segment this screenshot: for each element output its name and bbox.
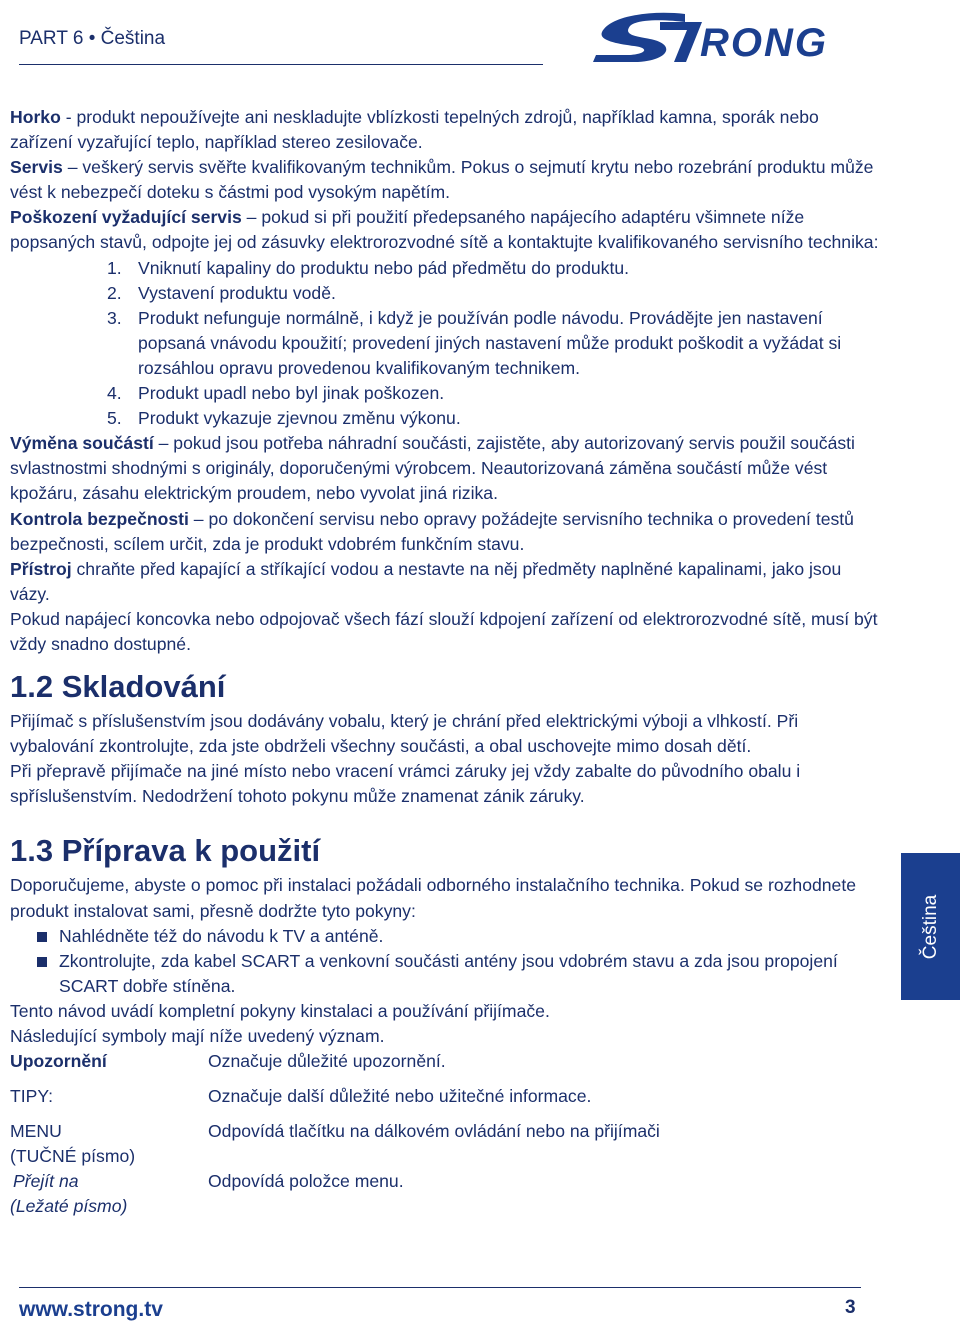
svg-text:RONG: RONG [700,21,828,64]
text-device: chraňte před kapající a stříkající vodou a nestavte na něj předměty naplněné kapalinami, jako jsou vázy. [10,558,842,604]
symbol-term-note: (TUČNÉ písmo) [10,1146,136,1167]
list-number: 5. [107,408,122,429]
symbol-row [10,1084,880,1119]
symbols-table [10,1049,880,1219]
list-item [10,306,880,381]
symbol-term: TIPY: [10,1086,54,1107]
symbol-desc: Odpovídá tlačítku na dálkovém ovládání nebo na přijímači [208,1121,660,1142]
list-text: Produkt nefunguje normálně, i když je používán podle návodu. Provádějte jen nastavení popsaná vnávodu kpoužití; provedení jiných nastavení může produkt poškodit a vyžádat si rozsáhlou opravu provedenou kvalifikovaným technikem. [138,307,842,378]
bullet-text: Zkontrolujte, zda kabel SCART a venkovní součásti antény jsou vdobrém stavu a zda jsou propojení SCART dobře stíněna. [59,950,838,996]
page-number: 3 [845,1297,856,1318]
list-item [10,381,880,406]
footer-divider [19,1287,861,1288]
text-parts: – pokud jsou potřeba náhradní součásti, zajistěte, aby autorizovaný servis použil součásti svlastnostmi shodnými s originály, doporučenými výrobcem. Neautorizovaná záměna součástí může vést kpožáru, zásahu elektrickým proudem, nebo vyvolat jiná rizika. [10,433,855,504]
list-text: Vystavení produktu vodě. [138,282,336,303]
symbol-term-note: (Ležaté písmo) [10,1196,128,1217]
section-heading-storage: 1.2 Skladování [10,669,226,705]
storage-paragraph: Přijímač s příslušenstvím jsou dodávány vobalu, který je chrání před elektrickými výboji a vlhkostí. Při vybalování zkontrolujte, zda jste obdrželi všechny součásti, a obal uschovejte mimo dosah dětí. [10,711,799,757]
symbol-row [10,1049,880,1084]
bullet-text: Nahlédněte též do návodu k TV a anténě. [59,925,384,946]
preparation-symbols-intro: Následující symboly mají níže uvedený význam. [10,1026,385,1046]
list-number: 3. [107,307,122,328]
term-damage: Poškození vyžadující servis [10,207,242,228]
term-service: Servis [10,157,63,178]
safety-service [10,155,880,205]
strong-logo [590,8,865,64]
side-tab-label: Čeština [919,894,941,959]
bullet-item [10,924,880,949]
text-heat: - produkt nepoužívejte ani neskladujte vblízkosti tepelných zdrojů, například kamna, sporák nebo zařízení vyzařující teplo, například stereo zesilovače. [10,107,819,153]
safety-damage [10,205,880,255]
list-number: 1. [107,257,122,278]
symbol-term [10,1169,208,1219]
list-number: 2. [107,282,122,303]
symbol-term-main: MENU [10,1121,62,1142]
symbol-desc: Odpovídá položce menu. [208,1171,404,1192]
list-item [10,406,880,431]
term-check: Kontrola bezpečnosti [10,508,189,529]
text-check: – po dokončení servisu nebo opravy požádejte servisního technika o provedení testů bezpečnosti, scílem určit, zda je produkt vdobrém funkčním stavu. [10,508,854,554]
safety-power: Pokud napájecí koncovka nebo odpojovač všech fází slouží kdpojení zařízení od elektrorozvodné sítě, musí být vždy snadno dostupné. [10,608,878,654]
page-content [10,105,880,1219]
symbol-desc: Označuje důležité upozornění. [208,1051,446,1072]
term-parts: Výměna součástí [10,433,154,454]
safety-heat [10,105,880,155]
symbol-term: Upozornění [10,1051,107,1072]
symbol-row [10,1119,880,1169]
safety-device [10,557,880,607]
header-part-label: PART 6 • Čeština [19,28,166,49]
text-service: – veškerý servis svěřte kvalifikovaným technikům. Pokus o sejmutí krytu nebo rozebrání produktu může vést k nebezpečí doteku s částmi pod vysokým napětím. [10,157,874,203]
language-side-tab [901,853,960,1000]
square-bullet-icon [37,957,47,967]
symbol-term-main: Přejít na [13,1171,79,1192]
text-damage: – pokud si při použití předepsaného napájecího adaptéru všimnete níže popsaných stavů, odpojte jej od zásuvky elektrorozvodné sítě a kontaktujte kvalifikovaného servisního technika: [10,207,879,253]
storage-paragraph: Při přepravě přijímače na jiné místo nebo vracení vrámci záruky jej vždy zabalte do původního obalu i spříslušenstvím. Nedodržení tohoto pokynu může znamenat zánik záruky. [10,761,801,807]
preparation-bullets [10,924,880,999]
footer-website-link[interactable]: www.strong.tv [19,1298,163,1321]
symbol-row [10,1169,880,1219]
safety-check [10,507,880,557]
list-number: 4. [107,383,122,404]
list-text: Vniknutí kapaliny do produktu nebo pád předmětu do produktu. [138,257,630,278]
bullet-item [10,949,880,999]
preparation-intro: Doporučujeme, abyste o pomoc při instalaci požádali odborného instalačního technika. Pokud se rozhodnete produkt instalovat sami, přesně dodržte tyto pokyny: [10,875,857,921]
list-text: Produkt upadl nebo byl jinak poškozen. [138,383,445,404]
header-divider [19,64,543,65]
preparation-complete: Tento návod uvádí kompletní pokyny kinstalaci a používání přijímače. [10,1000,550,1021]
symbol-term [10,1119,208,1169]
list-text: Produkt vykazuje zjevnou změnu výkonu. [138,408,461,429]
term-heat: Horko [10,107,61,127]
list-item [10,256,880,281]
list-item [10,281,880,306]
safety-parts [10,431,880,506]
section-heading-preparation: 1.3 Příprava k použití [10,833,321,869]
term-device: Přístroj [10,558,72,579]
symbol-desc: Označuje další důležité nebo užitečné informace. [208,1086,592,1107]
square-bullet-icon [37,932,47,942]
damage-list [10,256,880,432]
